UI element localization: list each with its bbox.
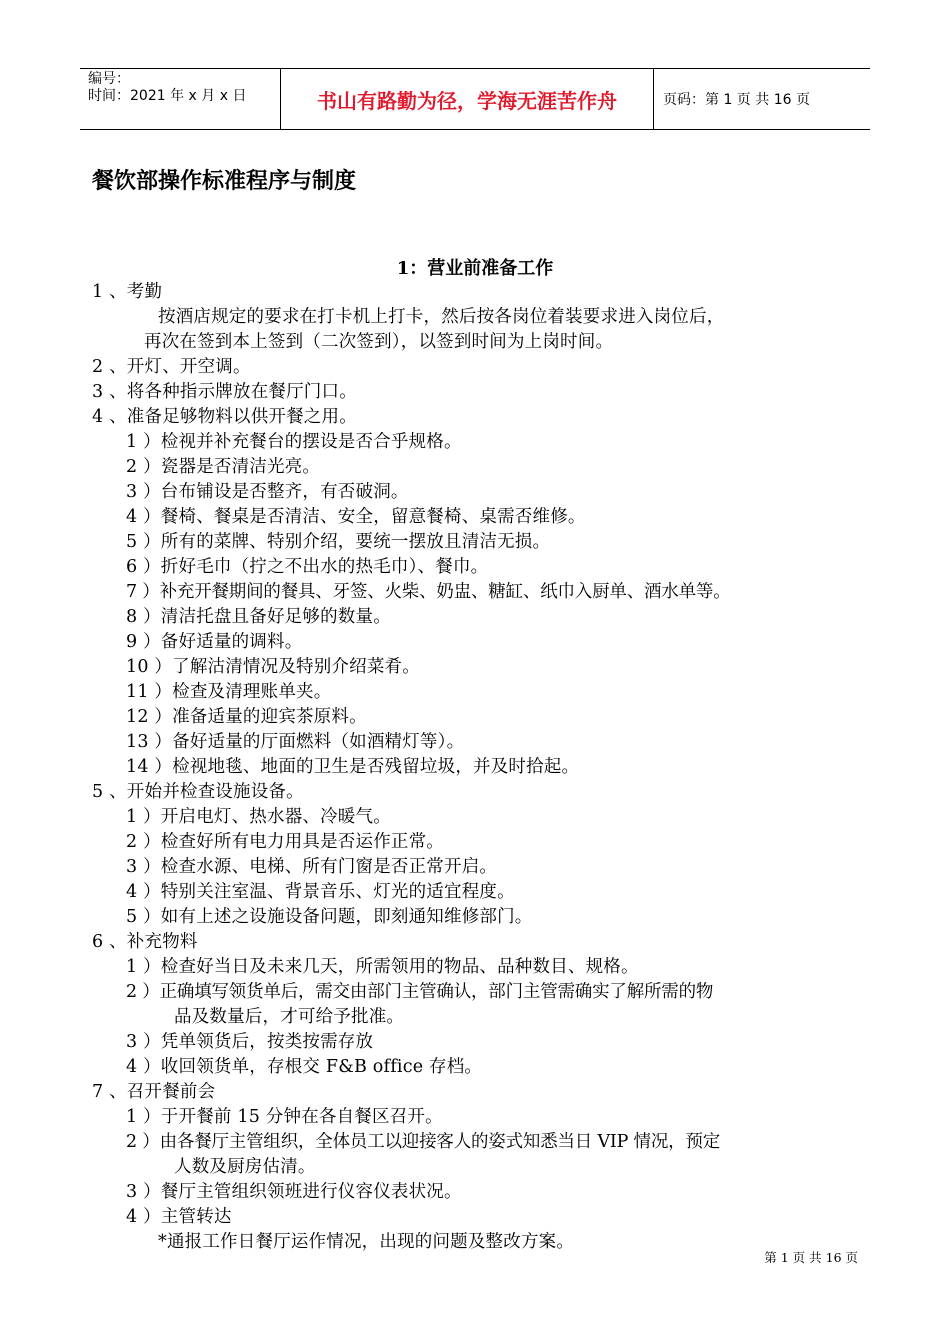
sub-list-item: 13 ）备好适量的厅面燃料（如酒精灯等）。 xyxy=(126,732,465,752)
header-meta xyxy=(80,69,280,129)
paragraph-line: *通报工作日餐厅运作情况，出现的问题及整改方案。 xyxy=(158,1232,575,1252)
doc-number-label: 编号： xyxy=(88,71,130,87)
paragraph-line: 再次在签到本上签到（二次签到），以签到时间为上岗时间。 xyxy=(144,332,614,352)
list-item: 7 、召开餐前会 xyxy=(92,1082,216,1102)
sub-list-item: 2 ）检查好所有电力用具是否运作正常。 xyxy=(126,832,444,852)
paragraph-line: 人数及厨房估清。 xyxy=(174,1157,316,1177)
footer-page-number: 第 1 页 共 16 页 xyxy=(764,1250,858,1265)
sub-list-item: 2 ）瓷器是否清洁光亮。 xyxy=(126,457,321,477)
sub-list-item: 8 ）清洁托盘且备好足够的数量。 xyxy=(126,607,391,627)
doc-time-label: 时间：2021 年 x 月 x 日 xyxy=(88,88,247,104)
header-divider xyxy=(653,69,654,129)
list-item: 3 、将各种指示牌放在餐厅门口。 xyxy=(92,382,357,402)
sub-list-item: 7 ）补充开餐期间的餐具、牙签、火柴、奶盅、糖缸、纸巾入厨单、酒水单等。 xyxy=(126,582,731,602)
sub-list-item: 12 ）准备适量的迎宾茶原料。 xyxy=(126,707,367,727)
sub-list-item: 3 ）台布铺设是否整齐，有否破洞。 xyxy=(126,482,409,502)
sub-list-item: 4 ）餐椅、餐桌是否清洁、安全，留意餐椅、桌需否维修。 xyxy=(126,507,586,527)
list-item: 4 、准备足够物料以供开餐之用。 xyxy=(92,407,357,427)
sub-list-item: 10 ）了解沽清情况及特别介绍菜肴。 xyxy=(126,657,420,677)
sub-list-item: 4 ）特别关注室温、背景音乐、灯光的适宜程度。 xyxy=(126,882,515,902)
paragraph-line: 品及数量后，才可给予批准。 xyxy=(174,1007,405,1027)
sub-list-item: 2 ）由各餐厅主管组织，全体员工以迎接客人的姿式知悉当日 VIP 情况，预定 xyxy=(126,1132,721,1152)
document-title: 餐饮部操作标准程序与制度 xyxy=(92,169,357,194)
sub-list-item: 1 ）检查好当日及未来几天，所需领用的物品、品种数目、规格。 xyxy=(126,957,639,977)
sub-list-item: 3 ）检查水源、电梯、所有门窗是否正常开启。 xyxy=(126,857,498,877)
sub-list-item: 1 ）开启电灯、热水器、冷暖气。 xyxy=(126,807,391,827)
sub-list-item: 6 ）折好毛巾（拧之不出水的热毛巾）、餐巾。 xyxy=(126,557,489,577)
page-header xyxy=(80,68,870,130)
sub-list-item: 9 ）备好适量的调料。 xyxy=(126,632,303,652)
sub-list-item: 1 ）于开餐前 15 分钟在各自餐区召开。 xyxy=(126,1107,443,1127)
sub-list-item: 14 ）检视地毯、地面的卫生是否残留垃圾，并及时拾起。 xyxy=(126,757,580,777)
section-title: 1：营业前准备工作 xyxy=(396,258,554,279)
paragraph-line: 按酒店规定的要求在打卡机上打卡，然后按各岗位着装要求进入岗位后， xyxy=(158,307,725,327)
sub-list-item: 5 ）所有的菜牌、特别介绍，要统一摆放且清洁无损。 xyxy=(126,532,551,552)
sub-list-item: 11 ）检查及清理账单夹。 xyxy=(126,682,332,702)
header-motto: 书山有路勤为径，学海无涯苦作舟 xyxy=(317,88,617,113)
sub-list-item: 3 ）餐厅主管组织领班进行仪容仪表状况。 xyxy=(126,1182,462,1202)
list-item: 1 、考勤 xyxy=(92,282,163,302)
list-item: 6 、补充物料 xyxy=(92,932,198,952)
sub-list-item: 2 ）正确填写领货单后，需交由部门主管确认，部门主管需确实了解所需的物 xyxy=(126,982,714,1002)
sub-list-item: 5 ）如有上述之设施设备问题，即刻通知维修部门。 xyxy=(126,907,533,927)
list-item: 5 、开始并检查设施设备。 xyxy=(92,782,304,802)
header-page-number: 页码：第 1 页 共 16 页 xyxy=(663,92,810,108)
sub-list-item: 4 ）主管转达 xyxy=(126,1207,232,1227)
sub-list-item: 3 ）凭单领货后，按类按需存放 xyxy=(126,1032,374,1052)
list-item: 2 、开灯、开空调。 xyxy=(92,357,251,377)
sub-list-item: 1 ）检视并补充餐台的摆设是否合乎规格。 xyxy=(126,432,462,452)
sub-list-item: 4 ）收回领货单，存根交 F&B office 存档。 xyxy=(126,1057,483,1077)
